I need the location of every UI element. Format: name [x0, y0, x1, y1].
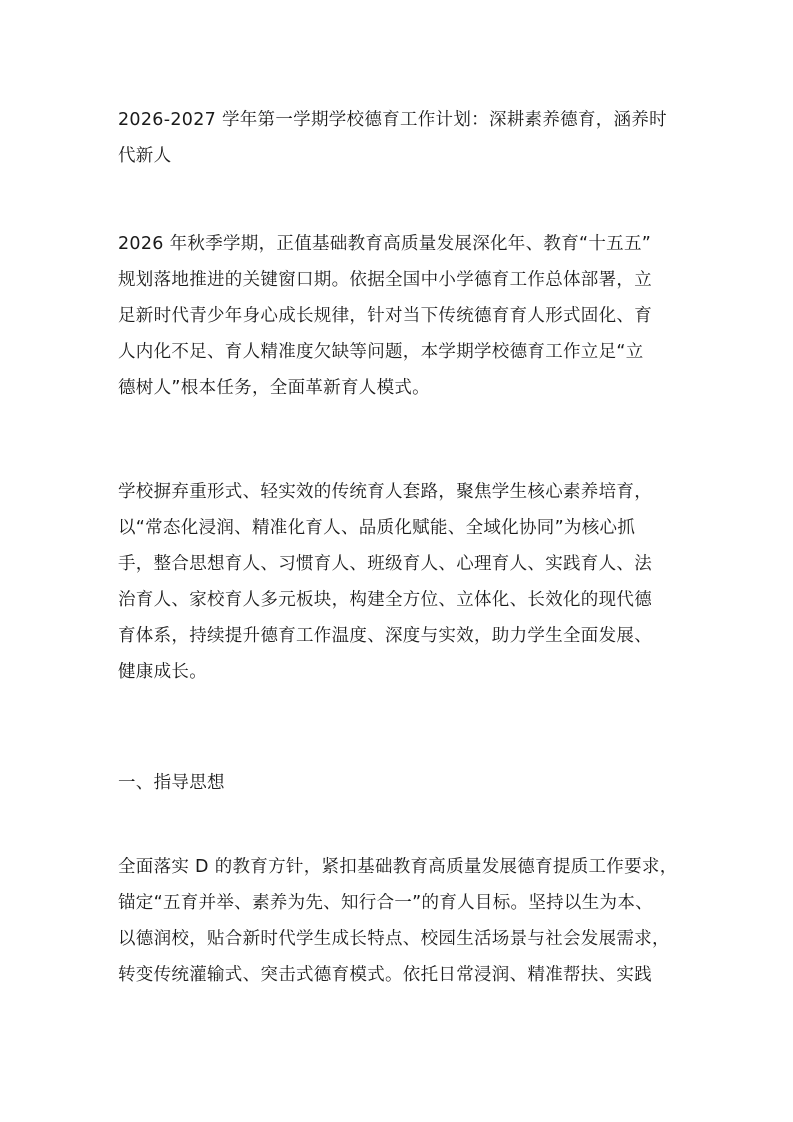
paragraph-3 — [118, 849, 678, 993]
section-heading-guiding-ideology — [118, 765, 678, 801]
paragraph-line: 锚定“五育并举、素养为先、知行合一”的育人目标。坚持以生为本、 — [118, 893, 653, 913]
paragraph-line: 治育人、家校育人多元板块，构建全方位、立体化、长效化的现代德 — [118, 590, 652, 610]
paragraph-line: 手，整合思想育人、习惯育人、班级育人、心理育人、实践育人、法 — [118, 554, 652, 574]
paragraph-line: 学校摒弃重形式、轻实效的传统育人套路，聚焦学生核心素养培育， — [118, 482, 652, 502]
title-line: 代新人 — [118, 146, 172, 166]
document-title — [118, 102, 678, 174]
title-line: 2026-2027 学年第一学期学校德育工作计划：深耕素养德育，涵养时 — [118, 110, 667, 130]
paragraph-line: 转变传统灌输式、突击式德育模式。依托日常浸润、精准帮扶、实践 — [118, 965, 652, 985]
paragraph-line: 足新时代青少年身心成长规律，针对当下传统德育育人形式固化、育 — [118, 306, 652, 326]
paragraph-1 — [118, 226, 678, 406]
paragraph-line: 人内化不足、育人精准度欠缺等问题，本学期学校德育工作立足“立 — [118, 342, 644, 362]
paragraph-line: 2026 年秋季学期，正值基础教育高质量发展深化年、教育“十五五” — [118, 234, 652, 254]
paragraph-line: 以德润校，贴合新时代学生成长特点、校园生活场景与社会发展需求， — [118, 929, 670, 949]
paragraph-line: 健康成长。 — [118, 662, 207, 682]
paragraph-line: 德树人”根本任务，全面革新育人模式。 — [118, 378, 430, 398]
section-heading: 一、指导思想 — [118, 773, 225, 793]
paragraph-line: 全面落实 D 的教育方针，紧扣基础教育高质量发展德育提质工作要求， — [118, 857, 678, 877]
paragraph-line: 规划落地推进的关键窗口期。依据全国中小学德育工作总体部署，立 — [118, 270, 652, 290]
paragraph-2 — [118, 474, 678, 690]
paragraph-line: 育体系，持续提升德育工作温度、深度与实效，助力学生全面发展、 — [118, 626, 652, 646]
paragraph-line: 以“常态化浸润、精准化育人、品质化赋能、全域化协同”为核心抓 — [118, 518, 636, 538]
